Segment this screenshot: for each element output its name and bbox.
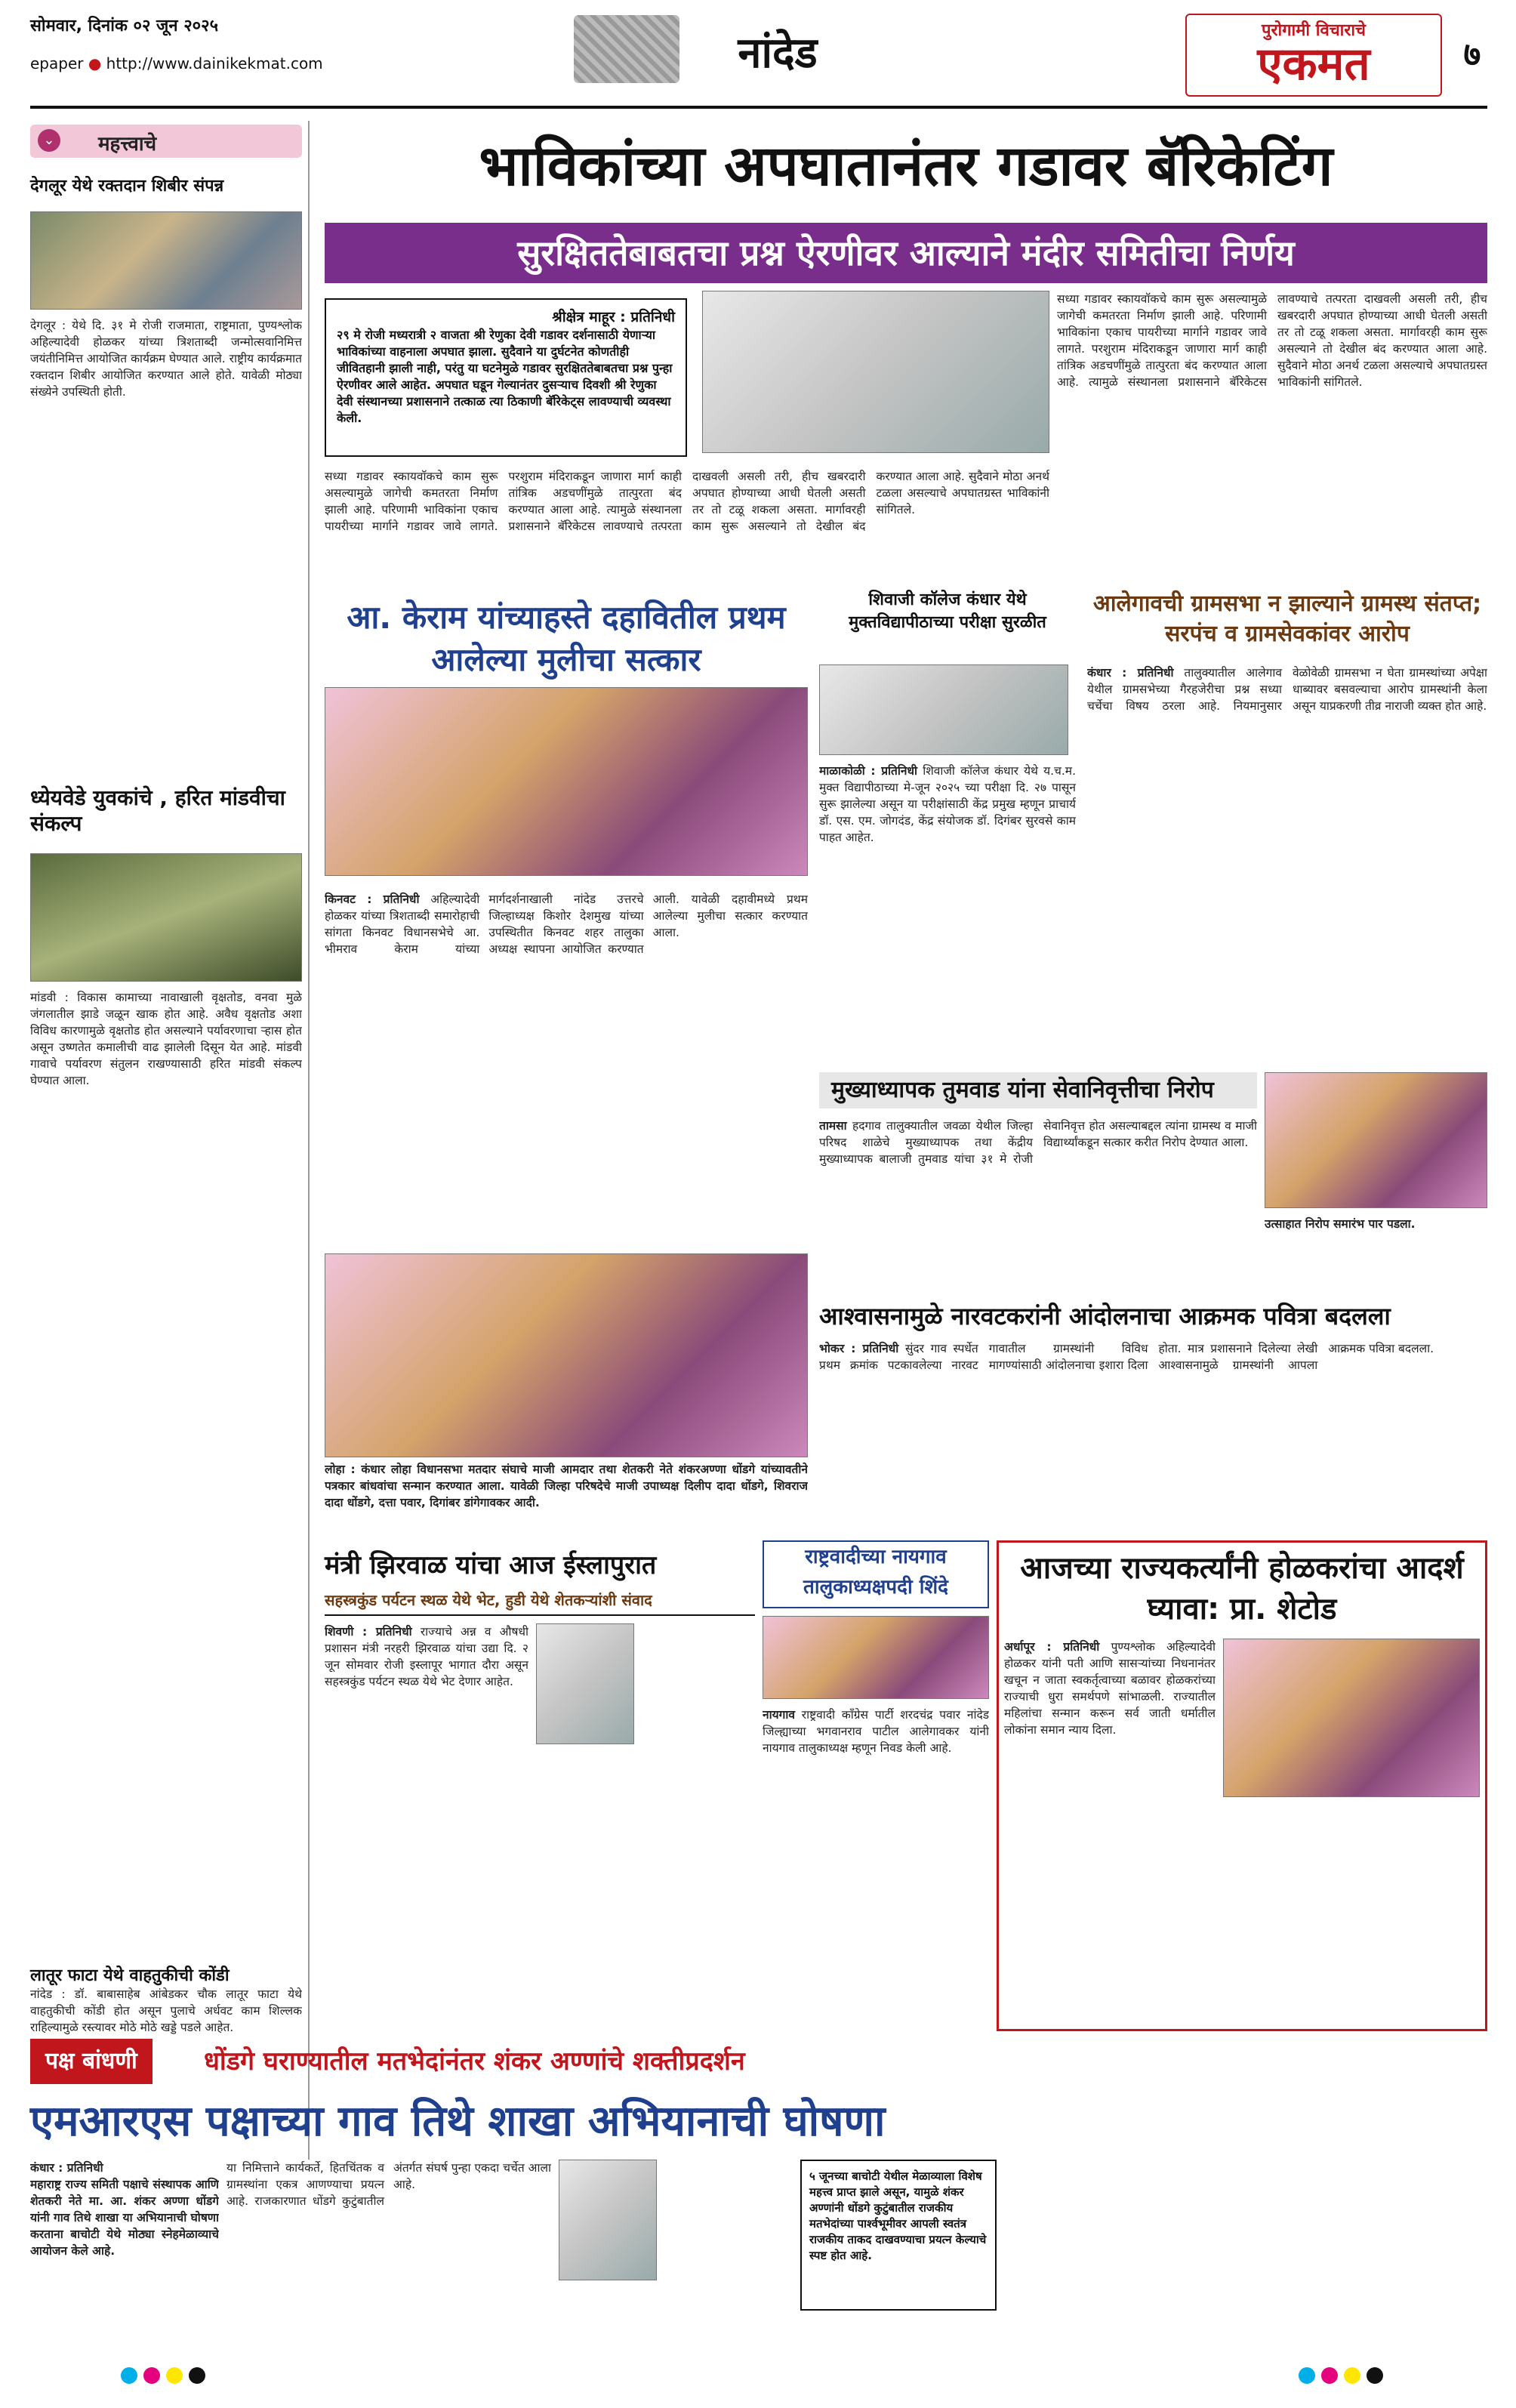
side-story1-body: देगलूर : येथे दि. ३१ मे रोजी राजमाता, राष्ट्रमाता, पुण्यश्लोक अहिल्यादेवी होळकर यांच्या त्रिशताब्दी जन्मोत्सवानिमित्त जयंतीनिमित्त आयोजित कार्यक्रम घेण्यात आले. राष्ट्रीय कार्यक्रमात रक्तदान शिबीर आयोजित करण्यात आले होते. यावेळी मोठ्या संख्येने उपस्थिती होती. (30, 319, 302, 399)
side-story1-photo (30, 211, 302, 310)
ncp-photo (763, 1616, 989, 1699)
bottom-lead (30, 2160, 219, 2356)
tumwad-photo (1265, 1072, 1487, 1208)
epaper-line (30, 54, 423, 72)
city-title: नांदेड (738, 29, 818, 78)
register-mark-magenta-2 (1321, 2367, 1338, 2384)
issue-date: सोमवार, दिनांक ०२ जून २०२५ (30, 17, 219, 35)
keram-body (325, 891, 808, 1238)
register-mark-yellow (166, 2367, 183, 2384)
brand-logo (1185, 14, 1442, 97)
city-emblem (574, 15, 679, 83)
shivaji-byline: माळाकोळी : प्रतिनिधी (819, 764, 918, 778)
masthead-left (30, 14, 423, 72)
side-story3-body: नांदेड : डॉ. बाबासाहेब आंबेडकर चौक लातूर फाटा येथे वाहतुकीची कोंडी होत असून पुलाचे अर्धवट काम शिल्लक राहिल्यामुळे रस्त्यावर मोठे मोठे खड्डे पडले आहेत. (30, 1987, 302, 2034)
aashwasan-byline: भोकर : प्रतिनिधी (819, 1342, 899, 1355)
loha-photo (325, 1253, 808, 1457)
register-mark-yellow-2 (1344, 2367, 1360, 2384)
zirwal-body (325, 1623, 528, 2024)
epaper-label: epaper (30, 54, 84, 72)
bottom-quote: ५ जूनच्या बाचोटी येथील मेळाव्याला विशेष महत्त्व प्राप्त झाले असून, यामुळे शंकर अण्णांनी धोंडगे कुटुंबातील राजकीय मतभेदांच्या पार्श्वभूमीवर आपली स्वतंत्र राजकीय ताकद दाखवण्याचा प्रयत्न केल्याचे स्पष्ट होत आहे. (800, 2160, 997, 2311)
page-number: ७ (1463, 35, 1481, 74)
zirwal-headline: मंत्री झिरवाळ यांचा आज ईस्लापुरात (325, 1550, 657, 1580)
keram-byline: किनवट : प्रतिनिधी (325, 893, 420, 906)
lead-banner: सुरक्षिततेबाबतचा प्रश्न ऐरणीवर आल्याने मंदीर समितीचा निर्णय (325, 223, 1487, 283)
shivaji-photo (819, 664, 1068, 755)
shivaji-body (819, 763, 1076, 1065)
holkar-photo (1223, 1639, 1480, 1797)
side-story2-title: ध्येयवेडे युवकांचे , हरित मांडवीचा संकल्प (30, 785, 285, 836)
aashwasan-text: सुंदर गाव स्पर्धेत प्रथम क्रमांक पटकावलेल्या नारवट गावातील ग्रामस्थांनी विविध मागण्यांसाठी आंदोलनाचा इशारा दिला होता. मात्र प्रशासनाने दिलेल्या लेखी आश्वासनामुळे ग्रामस्थांनी आपला आक्रमक पवित्रा बदलला. (819, 1342, 1434, 1372)
tumwad-text: हदगाव तालुक्यातील जवळा येथील जिल्हा परिषद शाळेचे मुख्याध्यापक तथा केंद्रीय मुख्याध्यापक बालाजी तुमवाड यांचा ३१ मे रोजी सेवानिवृत्त होत असल्याबद्दल त्यांना ग्रामस्थ व माजी विद्यार्थ्यांकडून सत्कार करीत निरोप देण्यात आला. (819, 1119, 1257, 1166)
lead-body-cont: सध्या गडावर स्कायवॉकचे काम सुरू असल्यामुळे जागेची कमतरता निर्माण झाली आहे. परिणामी भाविकांना एकाच पायरीच्या मार्गाने गडावर जावे लागते. परशुराम मंदिराकडून जाणारा मार्ग काही तांत्रिक अडचणींमुळे तात्पुरता बंद करण्यात आला आहे. त्यामुळे संस्थानला प्रशासनाने बॅरिकेटस लावण्याचे तत्परता दाखवली असली तरी, हीच खबरदारी अपघात होण्याच्या आधी घेतली असती तर तो टळू शकला असता. मार्गावरही काम सुरू असल्याने तो देखील बंद करण्यात आला आहे. सुदैवाने मोठा अनर्थ टळला असल्याचे अपघातग्रस्त भाविकांनी सांगितले. (1057, 292, 1487, 389)
section-title: महत्त्वाचे (98, 133, 157, 156)
lead-intro: २९ मे रोजी मध्यरात्री २ वाजता श्री रेणुका देवी गडावर दर्शनासाठी येणाऱ्या भाविकांच्या वाहनाला अपघात झाला. सुदैवाने या दुर्घटनेत कोणतीही जीवितहानी झाली नाही, परंतु या घटनेमुळे गडावर सुरक्षिततेबाबतचा प्रश्न पुन्हा ऐरणीवर आले आहेत. अपघात घडून गेल्यानंतर दुसऱ्याच दिवशी श्री रेणुका देवी संस्थानच्या प्रशासनाने तत्काळ त्या ठिकाणी बॅरिकेट्स लावण्याची व्यवस्था केली. (337, 328, 673, 425)
shivaji-headline: शिवाजी कॉलेज कंधार येथे मुक्तविद्यापीठाच्या परीक्षा सुरळीत (849, 590, 1046, 632)
register-mark-cyan-2 (1299, 2367, 1315, 2384)
ncp-body (763, 1707, 989, 2024)
brand-name: एकमत (1257, 38, 1370, 91)
shivaji-text: शिवाजी कॉलेज कंधार येथे य.च.म. मुक्त विद्यापीठाच्या मे-जून २०२५ च्या परीक्षा दि. २७ पासून सुरू झालेल्या असून या परीक्षांसाठी केंद्र प्रमुख म्हणून प्राचार्य डॉ. एस. एम. जोगदंड, केंद्र संयोजक डॉ. दिगंबर सुरवसे काम पाहत आहेत. (819, 764, 1076, 844)
tumwad-body (819, 1118, 1257, 1284)
gramsabha-headline: आलेगावची ग्रामसभा न झाल्याने ग्रामस्थ संतप्त; सरपंच व ग्रामसेवकांवर आरोप (1092, 590, 1482, 647)
brand-tagline: पुरोगामी विचाराचे (1261, 21, 1367, 40)
aashwasan-body (819, 1340, 1487, 1544)
chevron-down-icon: ⌄ (38, 129, 60, 152)
site-link[interactable]: http://www.dainikekmat.com (106, 54, 323, 72)
side-story3-title: लातूर फाटा येथे वाहतुकीची कोंडी (30, 1966, 230, 1985)
loha-caption: लोहा : कंधार लोहा विधानसभा मतदार संघाचे माजी आमदार तथा शेतकरी नेते शंकरअण्णा धोंडगे यांच्यावतीने पत्रकार बांधवांचा सन्मान करण्यात आला. यावेळी जिल्हा परिषदेचे माजी उपाध्यक्ष दिलीप दादा धोंडगे, शिवराज दादा धोंडगे, दत्ता पवार, दिगांबर डांगेगावकर आदी. (325, 1463, 808, 1509)
gramsabha-text: तालुक्यातील आलेगाव येथील ग्रामसभेच्या गैरहजेरीचा प्रश्न सध्या चर्चेचा विषय ठरला आहे. नियमानुसार वेळोवेळी ग्रामसभा न घेता ग्रामस्थांच्या अपेक्षा धाब्यावर बसवल्याचा आरोप ग्रामस्थांनी केला असून याप्रकरणी तीव्र नाराजी व्यक्त होत आहे. (1087, 666, 1487, 713)
side-story2-photo (30, 853, 302, 982)
keram-photo (325, 687, 808, 876)
holkar-text: पुण्यश्लोक अहिल्यादेवी होळकर यांनी पती आणि सासऱ्यांच्या निधनानंतर खचून न जाता स्वकर्तृत्वाच्या बळावर होळकरांच्या राज्याची धुरा समर्थपणे सांभाळली. राज्यातील महिलांचा सन्मान करून सर्व जाती धर्मातील लोकांना समान न्याय दिला. (1004, 1640, 1216, 1737)
register-mark-black-2 (1367, 2367, 1383, 2384)
search-icon: ● (88, 54, 102, 72)
zirwal-byline: शिवणी : प्रतिनिधी (325, 1625, 412, 1639)
ncp-byline: नायगाव (763, 1708, 795, 1722)
side-story2-body: मांडवी : विकास कामाच्या नावाखाली वृक्षतोड, वनवा मुळे जंगलातील झाडे जळून खाक होत आहे. अवैध वृक्षतोड अशा विविध कारणामुळे वृक्षतोड होत असल्याने पर्यावरणाचा ऱ्हास होत असून उष्णतेत कमालीची वाढ झालेली दिसून येत आहे. मांडवी गावाचे पर्यावरण संतुलन राखण्यासाठी हरित मांडवी संकल्प घेण्यात आला. (30, 991, 302, 1087)
zirwal-text: राज्याचे अन्न व औषधी प्रशासन मंत्री नरहरी झिरवाळ यांचा उद्या दि. २ जून सोमवार रोजी इस्लापूर भागात दौरा असून सहस्त्रकुंड पर्यटन स्थळ येथे भेट देणार आहेत. (325, 1625, 528, 1688)
gramsabha-body (1087, 664, 1487, 1057)
bottom-byline: कंधार : प्रतिनिधी (30, 2161, 103, 2175)
tumwad-headline: मुख्याध्यापक तुमवाड यांना सेवानिवृत्तीचा निरोप (819, 1072, 1257, 1108)
aashwasan-headline: आश्वासनामुळे नारवटकरांनी आंदोलनाचा आक्रमक पवित्रा बदलला (819, 1302, 1391, 1330)
bottom-lead-text: महाराष्ट्र राज्य समिती पक्षाचे संस्थापक आणि शेतकरी नेते मा. आ. शंकर अण्णा धोंडगे यांनी गाव तिथे शाखा या अभियानाची घोषणा करताना बाचोटी येथे मोठ्या स्नेहमेळाव्याचे आयोजन केले आहे. (30, 2178, 219, 2258)
zirwal-strap: सहस्त्रकुंड पर्यटन स्थळ येथे भेट, हुडी येथे शेतकऱ्यांशी संवाद (325, 1589, 755, 1616)
lead-box (325, 298, 687, 457)
register-mark-cyan (121, 2367, 137, 2384)
gramsabha-byline: कंधार : प्रतिनिधी (1087, 666, 1174, 680)
header-rule (30, 106, 1487, 109)
tumwad-caption: उत्साहात निरोप समारंभ पार पडला. (1265, 1217, 1416, 1231)
register-mark-black (189, 2367, 205, 2384)
side-story1-title: देगलूर येथे रक्तदान शिबीर संपन्न (30, 177, 224, 196)
holkar-body (1004, 1639, 1216, 2024)
section-badge (30, 125, 302, 158)
lead-body: सध्या गडावर स्कायवॉकचे काम सुरू असल्यामुळे जागेची कमतरता निर्माण झाली आहे. परिणामी भाविकांना एकाच पायरीच्या मार्गाने गडावर जावे लागते. परशुराम मंदिराकडून जाणारा मार्ग काही तांत्रिक अडचणींमुळे तात्पुरता बंद करण्यात आला आहे. त्यामुळे संस्थानला प्रशासनाने बॅरिकेटस लावण्याचे तत्परता दाखवली असली तरी, हीच खबरदारी अपघात होण्याच्या आधी घेतली असती तर तो टळू शकला असता. मार्गावरही काम सुरू असल्याने तो देखील बंद करण्यात आला आहे. सुदैवाने मोठा अनर्थ टळला असल्याचे अपघातग्रस्त भाविकांनी सांगितले. (325, 470, 1049, 533)
bottom-photo (559, 2160, 657, 2280)
ncp-text: राष्ट्रवादी कॉंग्रेस पार्टी शरदचंद्र पवार नांदेड जिल्ह्याच्या भगवानराव पाटील आलेगावकर यांनी नायगाव तालुकाध्यक्ष म्हणून निवड केली आहे. (763, 1708, 989, 1755)
bottom-body: या निमित्ताने कार्यकर्ते, हितचिंतक व ग्रामस्थांना एकत्र आणण्याचा प्रयत्न आहे. राजकारणात धोंडगे कुटुंबातील अंतर्गत संघर्ष पुन्हा एकदा चर्चेत आला आहे. (226, 2161, 551, 2208)
tumwad-byline: तामसा (819, 1119, 847, 1133)
holkar-headline: आजच्या राज्यकर्त्यांनी होळकरांचा आदर्श घ्यावा: प्रा. शेटोड (1020, 1551, 1464, 1626)
zirwal-photo (536, 1623, 634, 1744)
ncp-headline: राष्ट्रवादीच्या नायगाव तालुकाध्यक्षपदी शिंदे (763, 1540, 989, 1608)
lead-headline: भाविकांच्या अपघातानंतर गडावर बॅरिकेटिंग (479, 134, 1333, 199)
bottom-headline: एमआरएस पक्षाच्या गाव तिथे शाखा अभियानाची घोषणा (30, 2097, 886, 2146)
bottom-label-text: धोंडगे घराण्यातील मतभेदांनंतर शंकर अण्णांचे शक्तीप्रदर्शन (204, 2046, 745, 2077)
lead-byline: श्रीक्षेत्र माहूर : प्रतिनिधी (552, 309, 675, 325)
register-mark-magenta (143, 2367, 160, 2384)
lead-photo (702, 291, 1049, 453)
keram-headline: आ. केराम यांच्याहस्ते दहावितील प्रथम आलेल्या मुलीचा सत्कार (347, 599, 786, 678)
holkar-byline: अर्धापूर : प्रतिनिधी (1004, 1640, 1100, 1654)
bottom-label-bar (30, 2039, 1487, 2084)
keram-text: अहिल्यादेवी होळकर यांच्या त्रिशताब्दी समारोहाची सांगता किनवट विधानसभेचे आ. भीमराव केराम यांच्या मार्गदर्शनाखाली नांदेड उत्तरचे जिल्हाध्यक्ष किशोर देशमुख यांच्या उपस्थितीत किनवट शहर तालुका अध्यक्ष स्थापना आयोजित करण्यात आली. यावेळी दहावीमध्ये प्रथम आलेल्या मुलीचा सत्कार करण्यात आला. (325, 893, 808, 956)
bottom-label: पक्ष बांधणी (30, 2039, 153, 2084)
